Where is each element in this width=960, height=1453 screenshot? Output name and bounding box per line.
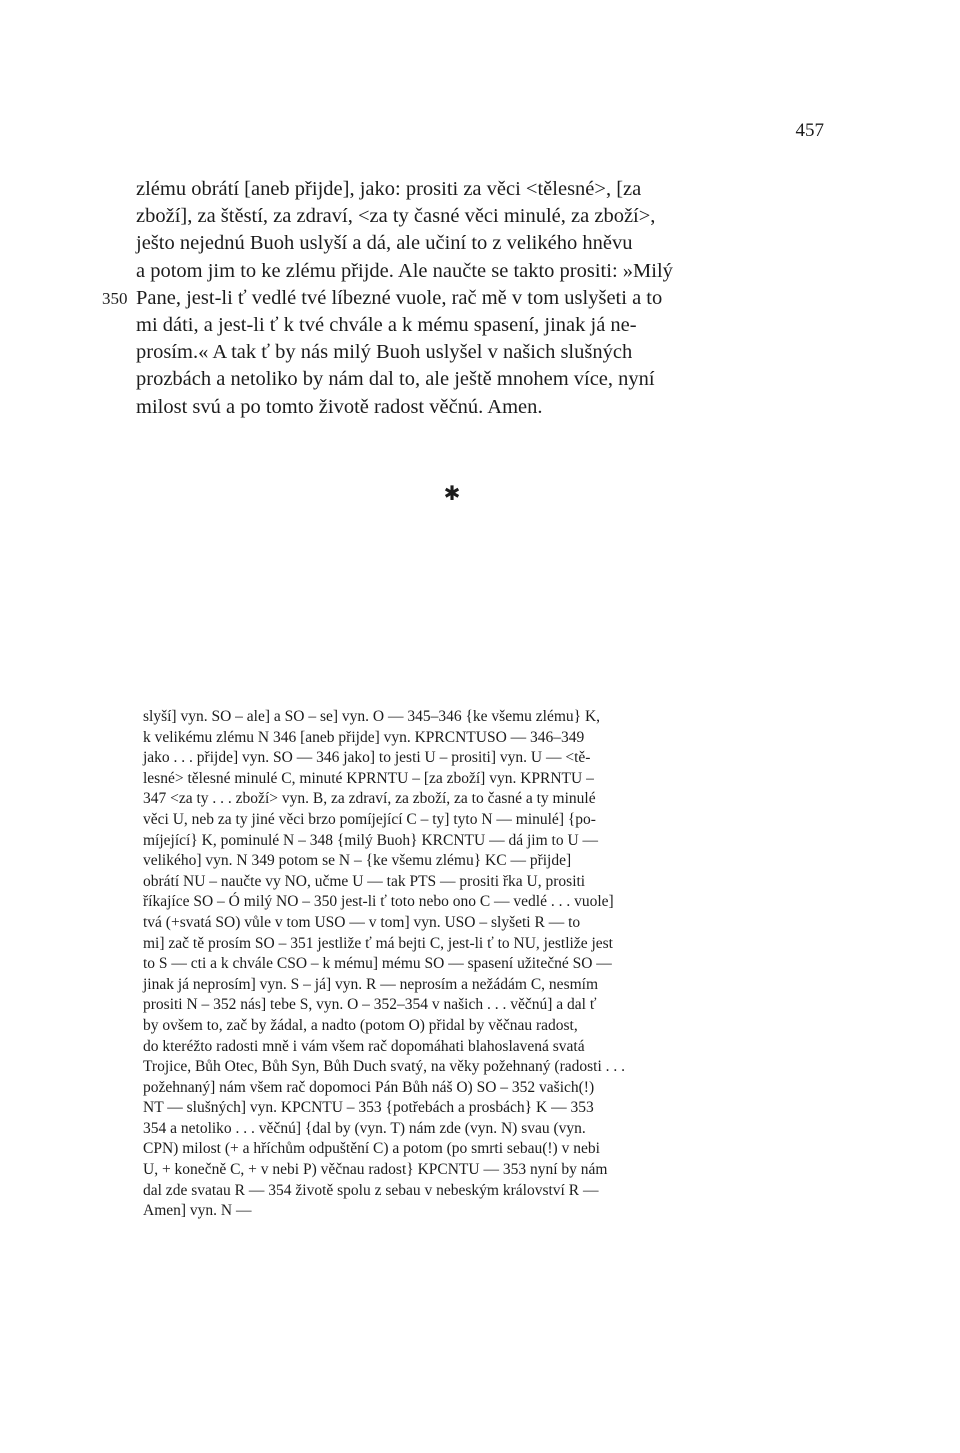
main-text-line-numbered [102, 285, 836, 312]
main-text-line: zboží], za štěstí, za zdraví, <za ty časné věci minulé, za zboží>, [136, 205, 656, 228]
apparatus-line: k velikému zlému N 346 [aneb přijde] vyn. KPRCNTUSO — 346–349 [143, 728, 585, 746]
apparatus-line: obrátí NU – naučte vy NO, učme U — tak PTS — prositi řka U, prositi [143, 872, 586, 890]
main-text-line: prozbách a netoliko by nám dal to, ale ještě mnohem více, nyní [136, 368, 655, 391]
apparatus-line: CPN) milost (+ a hříchům odpuštění C) a potom (po smrti sebau(!) v nebi [143, 1140, 600, 1158]
apparatus-line: by ovšem to, zač by žádal, a nadto (potom O) přidal by věčnau radost, [143, 1016, 578, 1034]
main-text-line: zlému obrátí [aneb přijde], jako: prositi za věci <tělesné>, [za [136, 178, 642, 200]
apparatus-line: mi] zač tě prosím SO – 351 jestliže ť má bejti C, jest-li ť to NU, jestliže jest [143, 934, 613, 952]
apparatus-line: NT — slušných] vyn. KPCNTU – 353 {potřebách a prosbách} K — 353 [143, 1099, 594, 1117]
apparatus-line: Trojice, Bůh Otec, Bůh Syn, Bůh Duch svatý, na věky požehnaný (radosti . . . [143, 1058, 626, 1076]
line-number: 350 [102, 288, 128, 308]
apparatus-line: věci U, neb za ty jiné věci brzo pomíjející C – ty] tyto N — minulé] {po- [143, 810, 596, 828]
main-text-line: prosím.« A tak ť by nás milý Buoh uslyšel v našich slušných [136, 341, 633, 364]
apparatus-line: 347 <za ty . . . zboží> vyn. B, za zdraví, za zboží, za to časné a ty minulé [143, 790, 596, 808]
apparatus-line: říkajíce SO – Ó milý NO – 350 jest-li ť toto nebo ono C — vedlé . . . vuole] [143, 893, 614, 911]
apparatus-line: U, + konečně C, + v nebi P) věčnau radost} KPCNTU — 353 nyní by nám [143, 1161, 608, 1179]
apparatus-line: míjející} K, pominulé N – 348 {milý Buoh} KRCNTU — dá jim to U — [143, 831, 599, 849]
apparatus-line: tvá (+svatá SO) vůle v tom USO — v tom] vyn. USO – slyšeti R — to [143, 913, 581, 931]
apparatus-line: 354 a netoliko . . . věčnú] {dal by (vyn. T) nám zde (vyn. N) svau (vyn. [143, 1119, 586, 1137]
apparatus-line: jako . . . přijde] vyn. SO — 346 jako] to jesti U – prositi] vyn. U — <tě- [143, 749, 591, 767]
apparatus-line: lesné> tělesné minulé C, minuté KPRNTU – [za zboží] vyn. KPRNTU – [143, 769, 594, 787]
main-text-line: Pane, jest-li ť vedlé tvé líbezné vuole, rač mě v tom uslyšeti a to [136, 286, 663, 309]
main-text-line: milost svú a po tomto životě radost věčnú. Amen. [136, 395, 543, 418]
main-text-line: mi dáti, a jest-li ť k tvé chvále a k mému spasení, jinak já ne- [136, 313, 637, 336]
critical-apparatus [143, 707, 843, 1222]
main-text-line: ješto nejednú Buoh uslyší a dá, ale učiní to z velikého hněvu [136, 232, 633, 255]
apparatus-line: Amen] vyn. N — [143, 1202, 252, 1220]
apparatus-line: to S — cti a k chvále CSO – k mému] mému SO — spasení užitečné SO — [143, 955, 612, 973]
apparatus-line: do kteréžto radosti mně i vám všem rač dopomáhati blahoslavená svatá [143, 1037, 585, 1055]
apparatus-line: dal zde svatau R — 354 životě spolu z sebau v nebeským království R — [143, 1181, 599, 1199]
section-separator-asterisk: ✱ [443, 481, 461, 505]
apparatus-line: slyší] vyn. SO – ale] a SO – se] vyn. O — 345–346 {ke všemu zlému} K, [143, 708, 601, 725]
apparatus-line: požehnaný] nám všem rač dopomoci Pán Bůh náš O) SO – 352 vašich(!) [143, 1078, 595, 1096]
apparatus-line: prositi N – 352 nás] tebe S, vyn. O – 352–354 v našich . . . věčnú] a dal ť [143, 996, 597, 1014]
main-text-line: a potom jim to ke zlému přijde. Ale naučte se takto prositi: »Milý [136, 259, 673, 282]
page-number: 457 [795, 120, 824, 141]
apparatus-line: velikého] vyn. N 349 potom se N – {ke všemu zlému} KC — přijde] [143, 852, 572, 870]
apparatus-line: jinak já neprosím] vyn. S – já] vyn. R — neprosím a nežádám C, nesmím [143, 975, 599, 993]
main-text-block [102, 176, 836, 421]
